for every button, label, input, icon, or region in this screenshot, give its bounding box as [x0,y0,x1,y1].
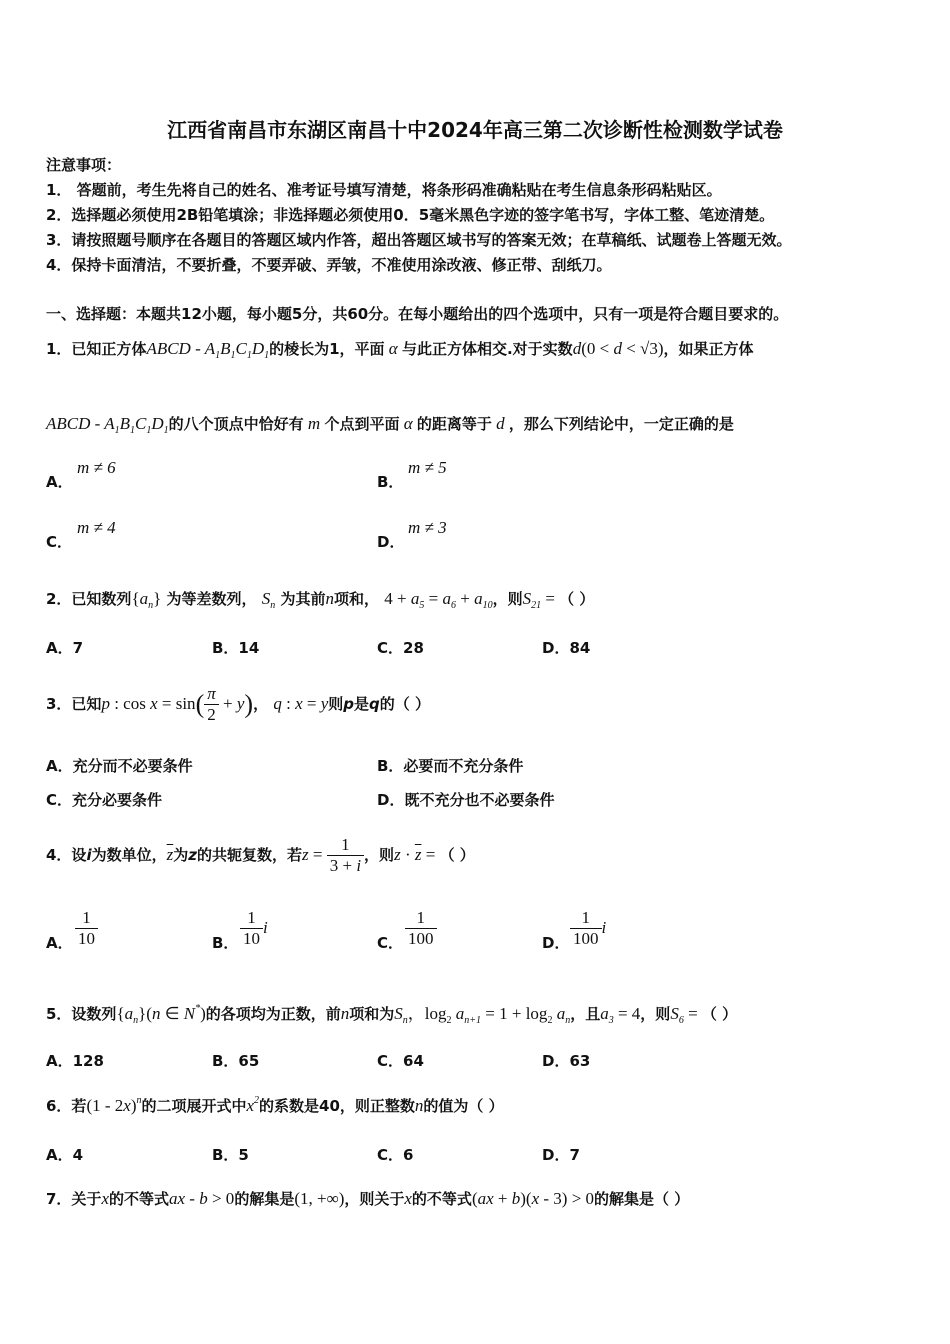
notice-item: 4．保持卡面清洁，不要折叠，不要弄破、弄皱，不准使用涂改液、修正带、刮纸刀。 [46,256,612,274]
question-7: 7．关于x的不等式ax - b > 0的解集是(1, +∞)，则关于x的不等式(ax + b)(x - 3) > 0的解集是（ ） [46,1189,690,1208]
option-b[interactable]: B． [212,934,239,952]
option-d[interactable]: D．84 [542,639,591,657]
option-a[interactable]: A．7 [46,639,84,657]
section-heading: 一、选择题：本题共12小题，每小题5分，共60分。在每小题给出的四个选项中，只有一项是符合题目要求的。 [46,305,789,323]
question-1-line-1: 1．已知正方体ABCD - $A_1B_1C_1D_1$的棱长为1，平面 α 与此正方体相交.对于实数d(0 < d < √3)，如果正方体 [46,339,754,361]
option-c-math: $\frac{1}{100}$ [405,908,437,949]
option-a[interactable]: A． [46,934,73,952]
page-title: 江西省南昌市东湖区南昌十中2024年高三第二次诊断性检测数学试卷 [167,118,783,142]
option-c[interactable]: C．6 [377,1146,414,1164]
question-1-line-2: ABCD - $A_1B_1C_1D_1$的八个顶点中恰好有 m 个点到平面 α 的距离等于 d ，那么下列结论中，一定正确的是 [46,414,734,436]
option-a[interactable]: A． [46,473,73,491]
option-b[interactable]: B． [377,473,404,491]
option-a-math: m ≠ 6 [77,458,116,477]
option-c[interactable]: C． [46,533,73,551]
question-4: 4．设i为数单位，$\overline{z}$为z的共轭复数，若z = $\frac{1}{3 + i}$ ，则$z \cdot \overline{z}$ = （ ） [46,835,475,875]
question-3: 3．已知p : cos x = sin( $\frac{\pi}{2}$ + y)， q : x = y则p是q的（ ） [46,684,431,724]
question-2: 2．已知数列$\{a_n\}$ 为等差数列， $S_n$ 为其前n项和， $4 + a_5 = a_6 + a_{10}$，则$S_{21}$ = （ ） [46,589,595,611]
option-b-math: $\frac{1}{10}$ i [240,908,268,949]
option-a[interactable]: A．4 [46,1146,84,1164]
option-b[interactable]: B．65 [212,1052,260,1070]
option-b-math: m ≠ 5 [408,458,447,477]
option-a[interactable]: A．充分而不必要条件 [46,757,193,775]
option-c[interactable]: C．充分必要条件 [46,791,163,809]
option-b[interactable]: B．5 [212,1146,249,1164]
notice-item: 3．请按照题号顺序在各题目的答题区域内作答，超出答题区域书写的答案无效；在草稿纸、试题卷上答题无效。 [46,231,792,249]
notice-heading: 注意事项： [46,156,122,174]
notice-item: 2．选择题必须使用2B铅笔填涂；非选择题必须使用0．5毫米黑色字迹的签字笔书写，字体工整、笔迹清楚。 [46,206,775,224]
option-b[interactable]: B．14 [212,639,260,657]
question-5: 5．设数列$\{a_n\}(n$ ∈ N*)的各项均为正数，前n项和为$S_n$，$\log_2 a_{n+1} = 1 + \log_2 a_n$，且$a_3 = 4$，则$S_6$ = （ ） [46,1003,738,1026]
option-d[interactable]: D．7 [542,1146,580,1164]
option-d[interactable]: D．既不充分也不必要条件 [377,791,555,809]
option-c[interactable]: C．28 [377,639,424,657]
option-d[interactable]: D． [542,934,570,952]
option-a-math: $\frac{1}{10}$ [75,908,98,949]
option-d[interactable]: D． [377,533,405,551]
option-b[interactable]: B．必要而不充分条件 [377,757,524,775]
notice-item: 1． 答题前，考生先将自己的姓名、准考证号填写清楚，将条形码准确粘贴在考生信息条形码粘贴区。 [46,181,722,199]
option-d-math: m ≠ 3 [408,518,447,537]
option-c[interactable]: C． [377,934,404,952]
question-6: 6．若(1 - 2x)$^n$的二项展开式中$x^2$的系数是40，则正整数n的值为（ ） [46,1095,504,1115]
option-a[interactable]: A．128 [46,1052,104,1070]
option-c-math: m ≠ 4 [77,518,116,537]
option-c[interactable]: C．64 [377,1052,424,1070]
option-d[interactable]: D．63 [542,1052,591,1070]
option-d-math: $\frac{1}{100}$ i [570,908,606,949]
